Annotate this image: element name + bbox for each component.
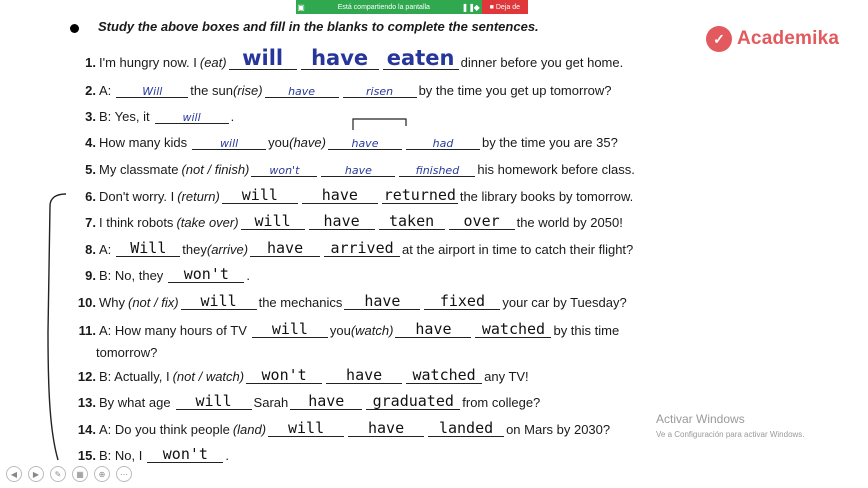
- exercise-item-8: 8. A: Will they (arrive) have arrived at the airport in time to catch their flight?: [85, 239, 634, 257]
- stop-sharing-button[interactable]: ■ Deja de: [482, 0, 528, 14]
- exercise-item-10: 10. Why (not / fix) will the mechanics have fixed your car by Tuesday?: [77, 292, 627, 310]
- zoom-icon[interactable]: ⊕: [94, 466, 110, 482]
- answer-blank[interactable]: eaten: [383, 48, 459, 70]
- answer-blank[interactable]: over: [449, 214, 515, 230]
- answer-blank[interactable]: will: [252, 322, 328, 338]
- stop-icon: ■: [489, 3, 496, 11]
- answer-blank[interactable]: have: [326, 368, 402, 384]
- answer-blank[interactable]: have: [302, 188, 378, 204]
- answer-blank[interactable]: have: [344, 294, 420, 310]
- answer-blank[interactable]: watched: [475, 322, 551, 338]
- instruction-text: Study the above boxes and fill in the blanks to complete the sentences.: [98, 19, 539, 34]
- academika-logo-icon: ✓: [706, 26, 732, 52]
- presentation-toolbar: [6, 466, 132, 482]
- answer-blank[interactable]: landed: [428, 421, 504, 437]
- exercise-item-13: 13. By what age will Sarah have graduated from college?: [77, 392, 541, 410]
- answer-blank[interactable]: have: [250, 241, 320, 257]
- answer-blank[interactable]: have: [321, 165, 395, 177]
- slides-icon[interactable]: ▦: [72, 466, 88, 482]
- exercise-item-12: 12. B: Actually, I (not / watch) won't have watched any TV!: [77, 366, 529, 384]
- answer-blank[interactable]: will: [155, 112, 229, 124]
- answer-blank[interactable]: risen: [343, 86, 417, 98]
- answer-blank[interactable]: returned: [383, 186, 456, 204]
- exercise-item-6: 6. Don't worry. I (return) will have returned the library books by tomorrow.: [85, 186, 634, 204]
- next-icon[interactable]: ▶: [28, 466, 44, 482]
- answer-blank[interactable]: have: [301, 48, 379, 70]
- answer-blank[interactable]: have: [309, 214, 375, 230]
- academika-logo: [706, 26, 839, 52]
- answer-blank[interactable]: Will: [116, 86, 188, 98]
- exercise-item-2: 2. A: Will the sun (rise) have risen by the time you get up tomorrow?: [85, 83, 612, 98]
- exercise-item-3: 3. B: Yes, it will .: [85, 109, 235, 124]
- annotation-bracket: [36, 192, 70, 472]
- answer-blank[interactable]: finished: [399, 165, 475, 177]
- exercise-item-1: 1. I'm hungry now. I (eat) will have eaten dinner before you get home.: [85, 46, 624, 70]
- share-status-text: Está compartiendo la pantalla: [337, 3, 430, 11]
- exercise-item-5: 5. My classmate (not / finish) won't have finished his homework before class.: [85, 162, 635, 177]
- answer-blank[interactable]: had: [406, 138, 480, 150]
- answer-blank[interactable]: taken: [379, 214, 445, 230]
- answer-blank[interactable]: will: [241, 214, 305, 230]
- answer-blank[interactable]: will: [222, 188, 298, 204]
- answer-blank[interactable]: will: [192, 138, 266, 150]
- answer-blank[interactable]: will: [176, 394, 252, 410]
- answer-blank[interactable]: arrived: [324, 241, 400, 257]
- annotation-mark: [350, 116, 410, 132]
- answer-blank[interactable]: have: [348, 421, 424, 437]
- screen-share-bar: [296, 0, 528, 14]
- answer-blank[interactable]: Will: [116, 241, 180, 257]
- answer-blank[interactable]: won't: [246, 368, 322, 384]
- more-icon[interactable]: ⋯: [116, 466, 132, 482]
- exercise-item-11: 11. A: How many hours of TV will you (watch) have watched by this time: [78, 320, 620, 338]
- answer-blank[interactable]: have: [328, 138, 402, 150]
- answer-blank[interactable]: won't: [168, 267, 244, 283]
- academika-logo-text: Academika: [737, 28, 840, 49]
- answer-blank[interactable]: have: [265, 86, 339, 98]
- exercise-item-9: 9. B: No, they won't .: [85, 265, 250, 283]
- pause-icon[interactable]: ❚❚: [461, 2, 476, 12]
- answer-blank[interactable]: won't: [147, 447, 223, 463]
- windows-activation-watermark: Activar Windows Ve a Configuración para activar Windows.: [656, 412, 805, 439]
- exercise-item-15: 15. B: No, I won't .: [77, 445, 229, 463]
- answer-blank[interactable]: graduated: [366, 394, 460, 410]
- answer-blank[interactable]: watched: [406, 368, 482, 384]
- answer-blank[interactable]: will: [229, 48, 297, 70]
- shield-icon: ◆: [473, 2, 480, 12]
- pen-icon[interactable]: ✎: [50, 466, 66, 482]
- bullet-icon: [70, 24, 79, 33]
- exercise-item-4: 4. How many kids will you (have) have had by the time you are 35?: [85, 135, 618, 150]
- answer-blank[interactable]: will: [268, 421, 344, 437]
- exercise-item-11-continued: tomorrow?: [96, 345, 158, 360]
- previous-icon[interactable]: ◀: [6, 466, 22, 482]
- exercise-item-14: 14. A: Do you think people (land) will have landed on Mars by 2030?: [77, 419, 611, 437]
- answer-blank[interactable]: have: [290, 394, 362, 410]
- answer-blank[interactable]: won't: [251, 165, 317, 177]
- answer-blank[interactable]: fixed: [424, 294, 500, 310]
- share-screen-icon: ▣: [297, 2, 305, 12]
- exercise-item-7: 7. I think robots (take over) will have taken over the world by 2050!: [85, 212, 623, 230]
- answer-blank[interactable]: have: [395, 322, 471, 338]
- answer-blank[interactable]: will: [181, 294, 257, 310]
